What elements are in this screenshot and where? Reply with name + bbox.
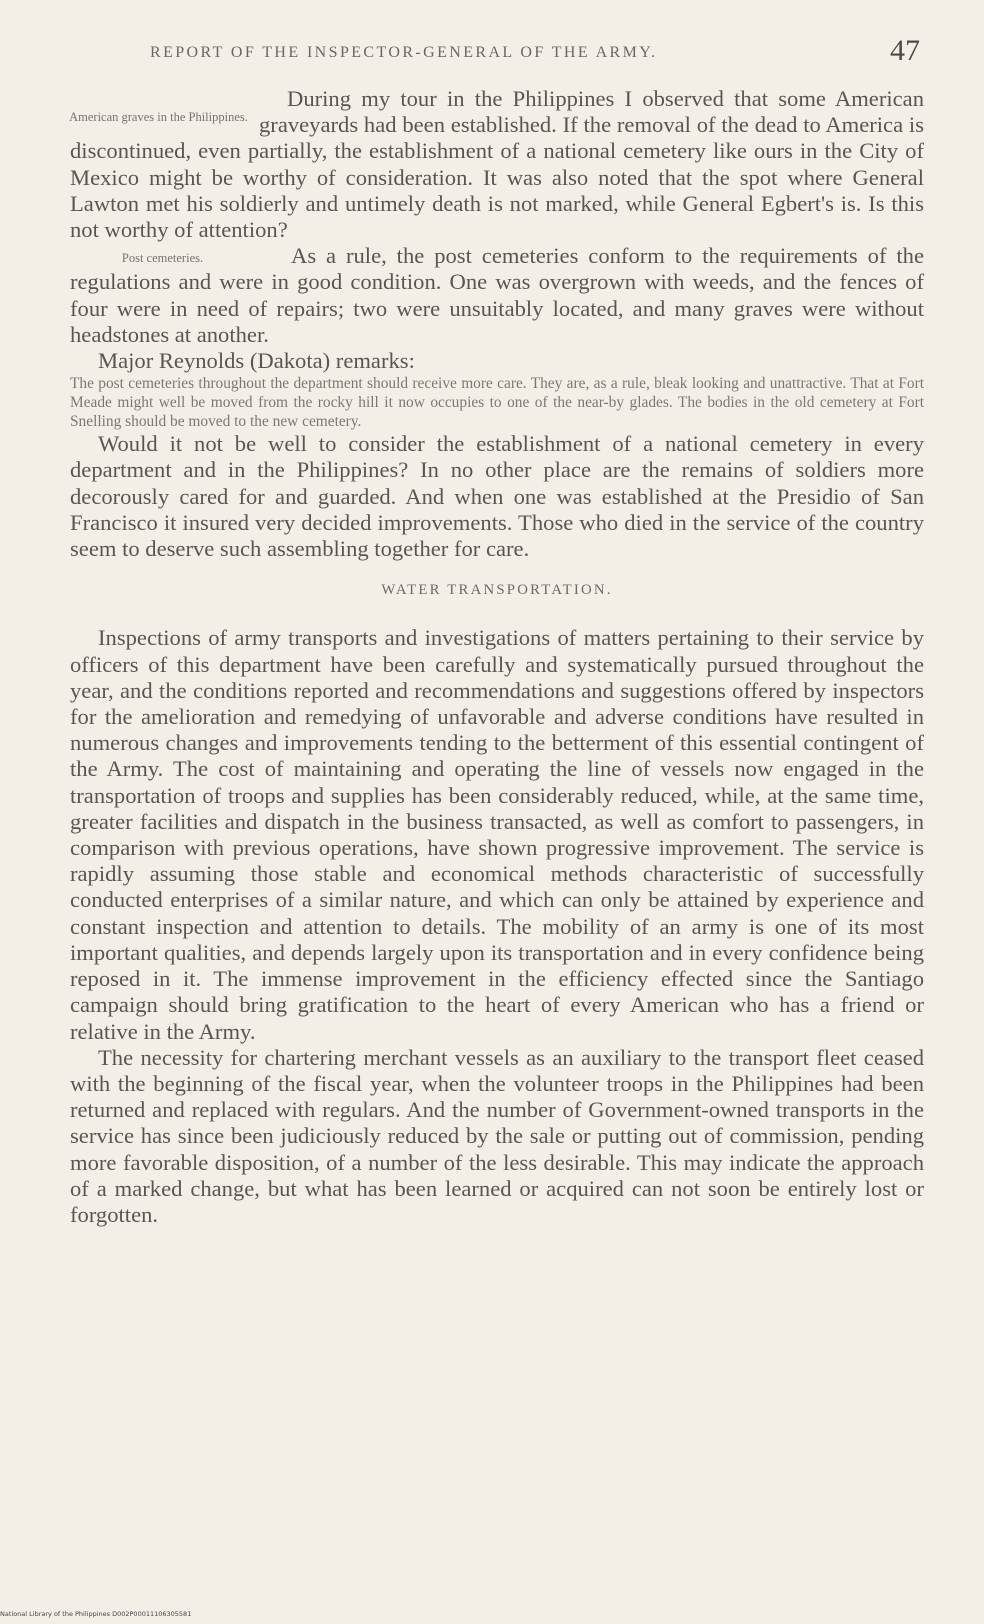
block-quote: The post cemeteries throughout the department should receive more care. They are, as a rule, bleak looking and unattractive. That at Fort Meade might well be moved from the rocky hill it now occupies to one of the near-by glades. The bodies in the old cemetery at Fort Snelling should be moved to the new cemetery. [70, 375, 924, 431]
paragraph-water-transport: Inspections of army transports and investigations of matters pertaining to their service by officers of this department have been carefully and systematically pursued throughout the year, and the conditions reported and recommendations and suggestions offered by inspectors for the amelioration and remedying of unfavorable and adverse conditions have resulted in numerous changes and improvements tending to the betterment of this essential contingent of the Army. The cost of maintaining and operating the line of vessels now engaged in the transportation of troops and supplies has been considerably reduced, while, at the same time, greater facilities and dispatch in the business transacted, as well as comfort to passengers, in comparison with previous operations, have shown progressive improvement. The service is rapidly assuming those stable and economical methods characteristic of successfully conducted enterprises of a similar nature, and which can only be attained by experience and constant inspection and attention to details. The mobility of an army is one of its most important qualities, and depends largely upon its transportation and in every confidence being reposed in it. The immense improvement in the efficiency effected since the Santiago campaign should bring gratification to the heart of every American who has a friend or relative in the Army. [70, 625, 924, 1044]
page-number: 47 [890, 34, 920, 67]
page-header [150, 34, 920, 66]
running-head: REPORT OF THE INSPECTOR-GENERAL OF THE ARMY. [150, 44, 658, 61]
section-title: WATER TRANSPORTATION. [381, 582, 613, 599]
paragraph-reynolds-intro: Major Reynolds (Dakota) remarks: [98, 348, 415, 374]
paragraph-chartering: The necessity for chartering merchant vessels as an auxiliary to the transport fleet ceased with the beginning of the fiscal year, when the volunteer troops in the Philippines had been returned and replaced with regulars. And the number of Government-owned transports in the service has since been judiciously reduced by the sale or putting out of commission, pending more favorable disposition, of a number of the less desirable. This may indicate the approach of a marked change, but what has been learned or acquired can not soon be entirely lost or forgotten. [70, 1044, 924, 1227]
paragraph-post-cemeteries: As a rule, the post cemeteries conform to the requirements of the regulations and were in good condition. One was overgrown with weeds, and the fences of four were in need of repairs; two were unsuitably located, and many graves were without headstones at another. [70, 243, 924, 347]
paragraph-national-cemetery: Would it not be well to consider the establishment of a national cemetery in every department and in the Philippines? In no other place are the remains of soldiers more decorously cared for and guarded. And when one was established at the Presidio of San Francisco it insured very decided improvements. Those who died in the service of the country seem to deserve such assembling together for care. [70, 431, 924, 562]
page-body [70, 86, 924, 1228]
sidenote-graves: American graves in the Philippines. [69, 110, 248, 124]
paragraph-graves: During my tour in the Philippines I observed that some American graveyards had been established. If the removal of the dead to America is discontinued, even partially, the establishment of a national cemetery like ours in the City of Mexico might be worthy of consideration. It was also noted that the spot where General Lawton met his soldierly and untimely death is not marked, while General Egbert's is. Is this not worthy of attention? [70, 86, 924, 243]
footer-credit: National Library of the Philippines D002P00011106305581 [0, 1610, 192, 1618]
sidenote-cemeteries: Post cemeteries. [121, 251, 204, 266]
